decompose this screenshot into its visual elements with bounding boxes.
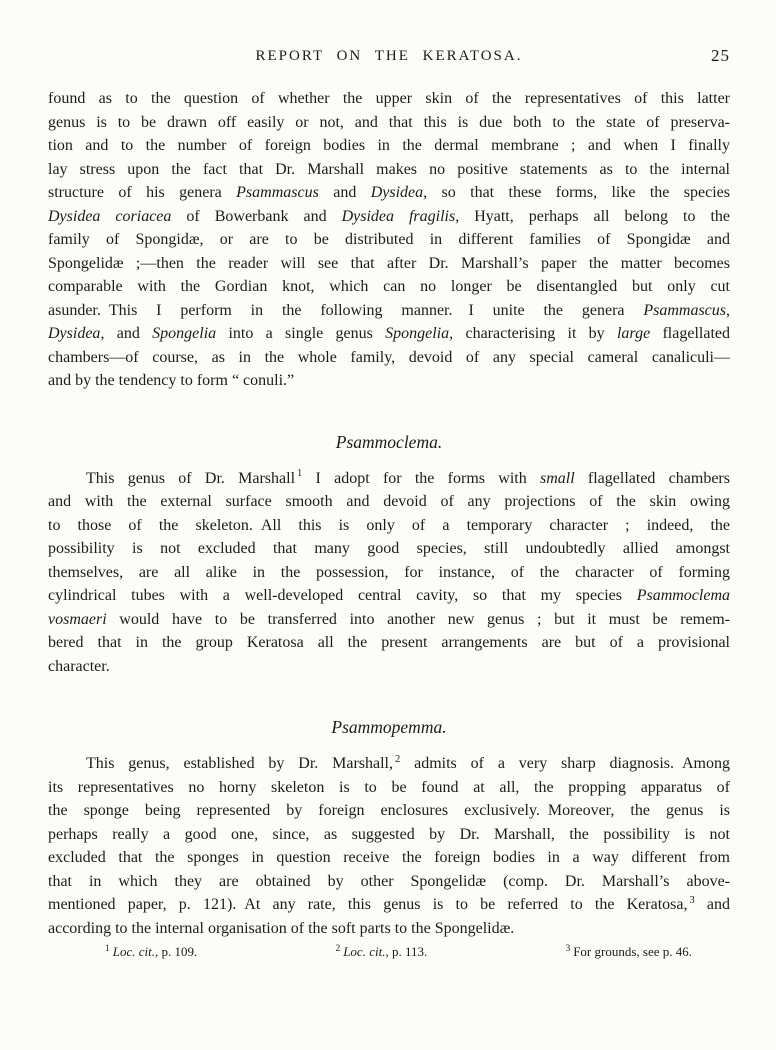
text-run: of Bowerbank and: [171, 207, 342, 225]
footnote-marker: 3: [565, 943, 571, 954]
text-run: This genus, established by Dr. Marshall,: [86, 755, 394, 772]
text-run: , and: [100, 325, 153, 342]
text-run: I adopt for the forms with: [302, 469, 540, 487]
italic-term: Dysidea: [370, 184, 424, 201]
text-line: [48, 608, 730, 632]
italic-term: vosmaeri: [48, 610, 107, 628]
footnote-marker: 1: [105, 943, 110, 954]
page-number: 25: [711, 46, 730, 65]
text-run: , Hyatt, perhaps all belong to the: [455, 207, 731, 225]
italic-term: Psammascus: [643, 301, 726, 319]
text-run: and with the external surface smooth and devoid of any projections of the skin owing: [48, 493, 730, 510]
text-run: comparable with the Gordian knot, which can no longer be disentangled but only cut: [48, 278, 730, 295]
text-column: [48, 46, 730, 960]
italic-term: Spongelia: [385, 325, 450, 342]
text-run: This genus of Dr. Marshall: [86, 469, 296, 487]
text-line: [48, 490, 730, 514]
text-run: , p. 109.: [155, 944, 198, 959]
footnote: [335, 944, 427, 960]
text-run: flagellated: [650, 325, 730, 342]
footnotes-row: [48, 944, 730, 960]
text-run: its representatives no horny skeleton is to be found at all, the propping apparatus of: [48, 778, 730, 796]
text-line: [48, 823, 730, 847]
italic-term: large: [616, 325, 651, 342]
page-header: [48, 46, 730, 66]
text-run: genus is to be drawn off easily or not, and that this is due both to the state of preserva-: [48, 113, 730, 131]
text-line: [48, 275, 730, 299]
italic-term: Psammascus: [236, 184, 319, 201]
text-run: cylindrical tubes with a well-developed central cavity, so that my species: [48, 587, 637, 604]
italic-term: small: [539, 469, 575, 487]
text-run: would have to be transferred into another new genus ; but it must be remem-: [106, 610, 730, 628]
text-line: [48, 346, 730, 370]
text-run: possibility is not excluded that many good species, still undoubtedly allied amongst: [48, 540, 730, 557]
text-line: [48, 870, 730, 894]
text-line: [48, 752, 730, 776]
footnote: [105, 944, 197, 960]
footnote: [565, 944, 692, 960]
text-line: [48, 584, 730, 608]
italic-term: Loc. cit.: [112, 944, 155, 959]
text-line: [48, 134, 730, 158]
text-run: mentioned paper, p. 121). At any rate, this genus is to be referred to the Keratosa,: [48, 896, 688, 913]
text-run: flagellated chambers: [574, 469, 730, 487]
text-line: [48, 799, 730, 823]
text-line: [48, 467, 730, 491]
text-run: , so that these forms, like the species: [423, 184, 730, 201]
text-run: bered that in the group Keratosa all the present arrangements are but of a provisional: [48, 634, 730, 651]
footnote-reference: 2: [395, 753, 401, 765]
text-line: [48, 205, 730, 229]
text-line: [48, 655, 730, 679]
text-run: structure of his genera: [48, 184, 237, 201]
text-line: [48, 181, 730, 205]
text-run: family of Spongidæ, or are to be distributed in different families of Spongidæ and: [48, 231, 730, 248]
text-run: to those of the skeleton. All this is only of a temporary character ; indeed, the: [48, 516, 730, 534]
text-line: [48, 158, 730, 182]
text-line: [48, 776, 730, 800]
text-run: that in which they are obtained by other Spongelidæ (comp. Dr. Marshall’s above-: [48, 872, 730, 890]
text-run: , p. 113.: [385, 944, 428, 959]
footnote-reference: 1: [297, 468, 303, 480]
text-line: [48, 322, 730, 346]
text-run: the sponge being represented by foreign enclosures exclusively. Moreover, the genus is: [48, 802, 730, 819]
text-run: tion and to the number of foreign bodies in the dermal membrane ; and when I finally: [48, 137, 730, 154]
section-heading: Psammoclema.: [335, 431, 443, 452]
text-line: [48, 537, 730, 561]
text-run: character.: [48, 657, 110, 675]
footnote-marker: 2: [335, 943, 341, 954]
italic-term: Spongelia: [152, 325, 217, 342]
text-run: themselves, are all alike in the possession, for instance, of the character of forming: [48, 563, 730, 581]
text-run: and: [318, 184, 371, 201]
text-line: [48, 87, 730, 111]
text-run: Spongelidæ ;—then the reader will see that after Dr. Marshall’s paper the matter becomes: [48, 254, 730, 272]
text-line: [48, 846, 730, 870]
text-line: [48, 228, 730, 252]
text-run: admits of a very sharp diagnosis. Among: [400, 755, 731, 772]
text-run: and by the tendency to form “ conuli.”: [48, 372, 295, 389]
paragraph: [48, 752, 730, 940]
italic-term: Loc. cit.: [343, 944, 386, 959]
italic-term: Dysidea coriacea: [48, 207, 172, 225]
text-line: [48, 369, 730, 393]
footnote-reference: 3: [689, 894, 695, 906]
text-line: [48, 111, 730, 135]
running-head-title: REPORT ON THE KERATOSA.: [255, 48, 523, 64]
text-run: into a single genus: [216, 325, 386, 342]
text-run: , characterising it by: [449, 325, 617, 342]
text-line: [48, 631, 730, 655]
text-run: asunder. This I perform in the following manner. I unite the genera: [48, 301, 644, 319]
text-run: lay stress upon the fact that Dr. Marshall makes no positive statements as to the internal: [48, 160, 730, 178]
text-line: [48, 299, 730, 323]
italic-term: Dysidea: [48, 325, 101, 342]
text-run: chambers—of course, as in the whole family, devoid of any special cameral canaliculi—: [48, 348, 730, 366]
text-run: perhaps really a good one, since, as suggested by Dr. Marshall, the possibility is not: [48, 825, 730, 843]
italic-term: Dysidea fragilis: [341, 207, 456, 225]
text-line: [48, 561, 730, 585]
text-run: For grounds, see p. 46.: [573, 944, 692, 959]
text-run: ,: [726, 301, 730, 319]
document-body: [48, 87, 730, 940]
text-line: [48, 252, 730, 276]
text-line: [48, 893, 730, 917]
text-line: [48, 917, 730, 941]
text-run: excluded that the sponges in question receive the foreign bodies in a way different from: [48, 849, 730, 866]
italic-term: Psammoclema: [636, 587, 730, 604]
text-run: and: [694, 896, 730, 913]
text-run: found as to the question of whether the upper skin of the representatives of this latter: [48, 90, 730, 107]
paragraph: [48, 87, 730, 393]
text-line: [48, 514, 730, 538]
paragraph: [48, 467, 730, 679]
text-run: according to the internal organisation of the soft parts to the Spongelidæ.: [48, 919, 515, 937]
section-heading: Psammopemma.: [331, 717, 447, 737]
